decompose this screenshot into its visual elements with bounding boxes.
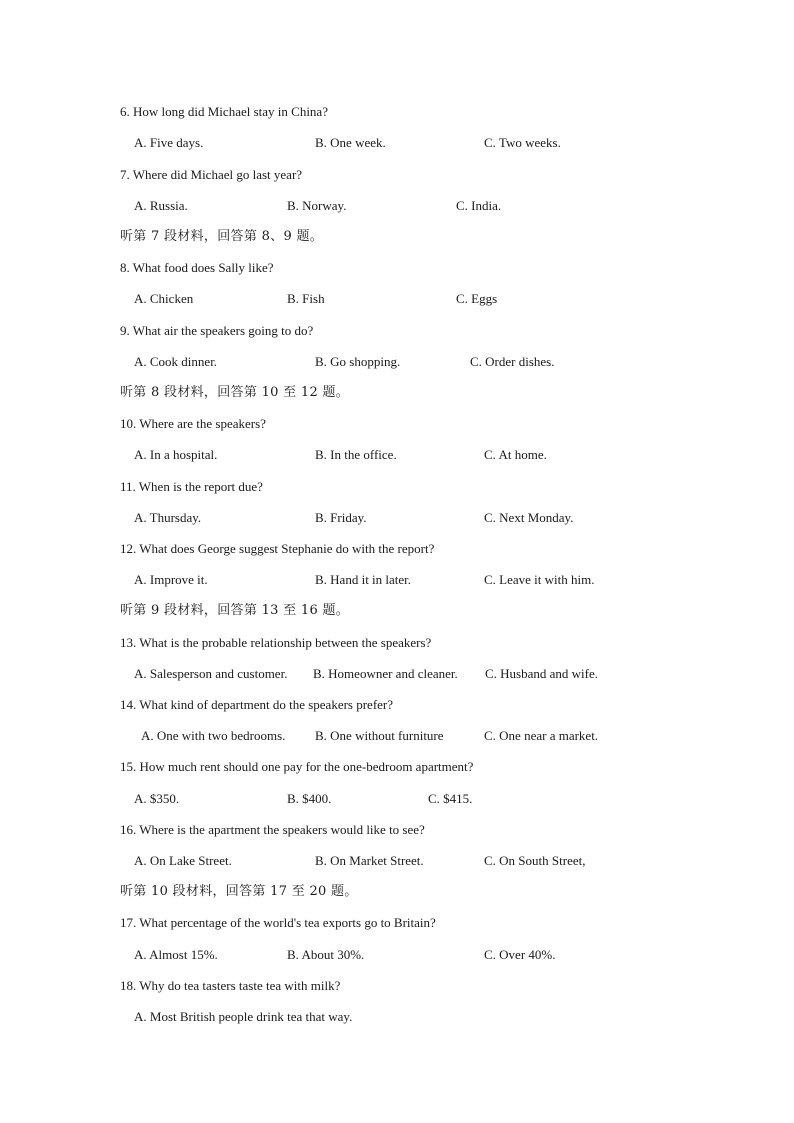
option-c: C. On South Street, bbox=[484, 853, 586, 868]
options-17 bbox=[0, 945, 794, 965]
option-a: A. Five days. bbox=[134, 135, 204, 150]
question-18 bbox=[0, 976, 794, 996]
option-b: B. One without furniture bbox=[315, 728, 444, 743]
option-c: C. One near a market. bbox=[484, 728, 599, 743]
question-text: 14. What kind of department do the speakers prefer? bbox=[120, 697, 394, 712]
question-11 bbox=[0, 477, 794, 497]
option-a: A. Cook dinner. bbox=[134, 354, 218, 369]
option-b: B. About 30%. bbox=[287, 947, 365, 962]
option-b: B. On Market Street. bbox=[315, 853, 424, 868]
question-16 bbox=[0, 820, 794, 840]
question-15 bbox=[0, 757, 794, 777]
section-heading-9 bbox=[0, 601, 794, 621]
question-text: 15. How much rent should one pay for the one-bedroom apartment? bbox=[120, 759, 474, 774]
question-12 bbox=[0, 539, 794, 559]
options-13 bbox=[0, 664, 794, 684]
question-text: 13. What is the probable relationship between the speakers? bbox=[120, 635, 432, 650]
option-a: A. Chicken bbox=[134, 291, 194, 306]
option-c: C. Order dishes. bbox=[470, 354, 555, 369]
option-b: B. In the office. bbox=[315, 447, 397, 462]
question-text: 12. What does George suggest Stephanie do with the report? bbox=[120, 541, 435, 556]
option-b: B. Fish bbox=[287, 291, 325, 306]
section-heading-8 bbox=[0, 383, 794, 403]
option-b: B. Homeowner and cleaner. bbox=[313, 666, 458, 681]
option-a: A. One with two bedrooms. bbox=[141, 728, 286, 743]
options-6 bbox=[0, 133, 794, 153]
options-18 bbox=[0, 1007, 794, 1027]
question-text: 16. Where is the apartment the speakers would like to see? bbox=[120, 822, 425, 837]
section-heading-10 bbox=[0, 882, 794, 902]
question-text: 11. When is the report due? bbox=[120, 479, 263, 494]
options-9 bbox=[0, 352, 794, 372]
option-b: B. Friday. bbox=[315, 510, 367, 525]
option-b: B. One week. bbox=[315, 135, 386, 150]
question-text: 6. How long did Michael stay in China? bbox=[120, 104, 328, 119]
question-6 bbox=[0, 102, 794, 122]
option-a: A. In a hospital. bbox=[134, 447, 218, 462]
options-12 bbox=[0, 570, 794, 590]
option-a: A. Almost 15%. bbox=[134, 947, 218, 962]
question-14 bbox=[0, 695, 794, 715]
question-9 bbox=[0, 321, 794, 341]
question-text: 18. Why do tea tasters taste tea with milk? bbox=[120, 978, 341, 993]
section-text: 听第 7 段材料，回答第 8、9 题。 bbox=[120, 229, 324, 244]
option-c: C. Over 40%. bbox=[484, 947, 556, 962]
options-7 bbox=[0, 196, 794, 216]
options-11 bbox=[0, 508, 794, 528]
option-b: B. $400. bbox=[287, 791, 332, 806]
option-a: A. Most British people drink tea that way. bbox=[134, 1009, 353, 1024]
option-a: A. On Lake Street. bbox=[134, 853, 232, 868]
option-c: C. Leave it with him. bbox=[484, 572, 595, 587]
question-text: 17. What percentage of the world's tea exports go to Britain? bbox=[120, 915, 436, 930]
option-c: C. $415. bbox=[428, 791, 473, 806]
options-10 bbox=[0, 445, 794, 465]
option-c: C. India. bbox=[456, 198, 502, 213]
option-b: B. Go shopping. bbox=[315, 354, 401, 369]
option-b: B. Hand it in later. bbox=[315, 572, 412, 587]
options-8 bbox=[0, 289, 794, 309]
option-c: C. At home. bbox=[484, 447, 547, 462]
option-c: C. Eggs bbox=[456, 291, 498, 306]
question-10 bbox=[0, 414, 794, 434]
option-a: A. Thursday. bbox=[134, 510, 202, 525]
option-c: C. Husband and wife. bbox=[485, 666, 599, 681]
section-text: 听第 10 段材料，回答第 17 至 20 题。 bbox=[120, 884, 358, 899]
options-16 bbox=[0, 851, 794, 871]
option-c: C. Next Monday. bbox=[484, 510, 574, 525]
question-text: 8. What food does Sally like? bbox=[120, 260, 274, 275]
section-heading-7 bbox=[0, 227, 794, 247]
question-17 bbox=[0, 913, 794, 933]
question-13 bbox=[0, 633, 794, 653]
section-text: 听第 9 段材料，回答第 13 至 16 题。 bbox=[120, 603, 350, 618]
option-a: A. $350. bbox=[134, 791, 180, 806]
options-14 bbox=[0, 726, 794, 746]
question-text: 9. What air the speakers going to do? bbox=[120, 323, 314, 338]
question-8 bbox=[0, 258, 794, 278]
option-a: A. Salesperson and customer. bbox=[134, 666, 288, 681]
question-7 bbox=[0, 165, 794, 185]
section-text: 听第 8 段材料，回答第 10 至 12 题。 bbox=[120, 385, 350, 400]
option-b: B. Norway. bbox=[287, 198, 347, 213]
question-text: 10. Where are the speakers? bbox=[120, 416, 266, 431]
option-a: A. Improve it. bbox=[134, 572, 208, 587]
option-c: C. Two weeks. bbox=[484, 135, 561, 150]
option-a: A. Russia. bbox=[134, 198, 188, 213]
options-15 bbox=[0, 789, 794, 809]
question-text: 7. Where did Michael go last year? bbox=[120, 167, 303, 182]
